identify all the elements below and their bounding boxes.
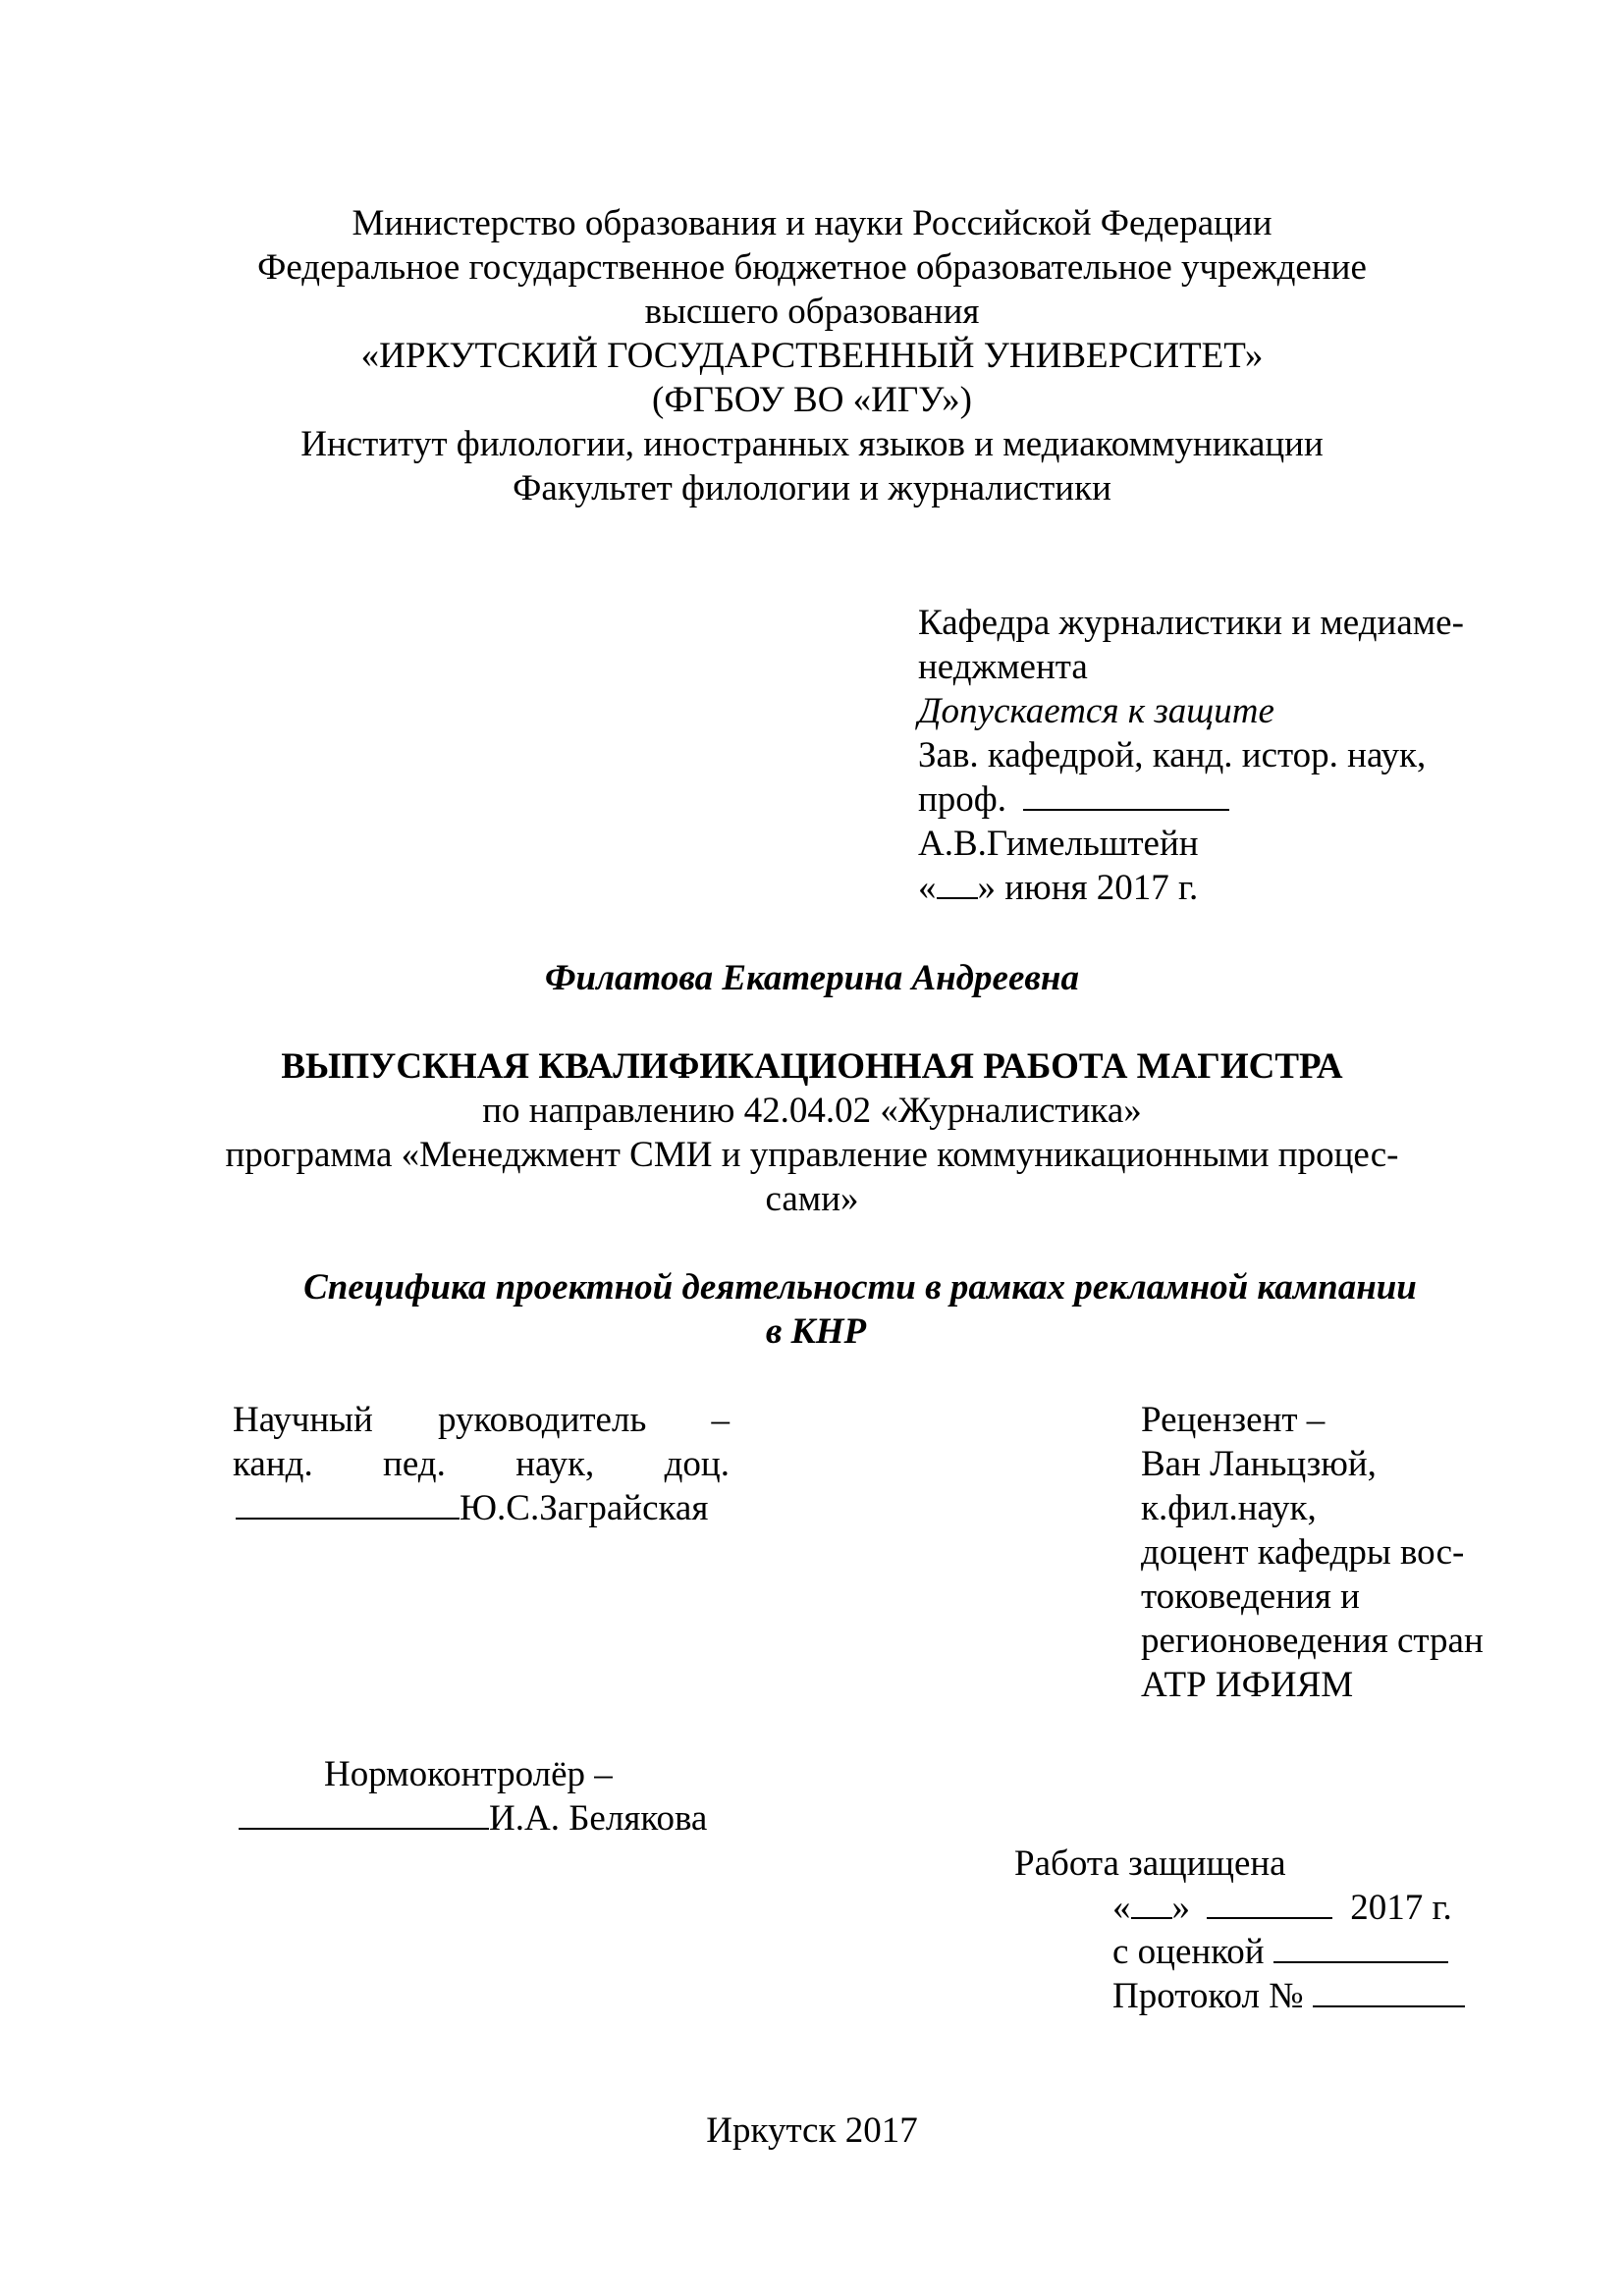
work-title-line-2: в КНР xyxy=(765,1311,867,1352)
defense-grade-label: с оценкой xyxy=(1112,1932,1265,1972)
approval-month-year: » июня 2017 г. xyxy=(977,868,1199,908)
reviewer-name: Ван Ланьцзюй, xyxy=(1141,1444,1377,1484)
defense-month-blank xyxy=(1207,1888,1332,1919)
faculty-line: Факультет филологии и журналистики xyxy=(513,468,1111,508)
supervisor-word-1: Научный xyxy=(233,1400,373,1440)
normcontrol-name: И.А. Белякова xyxy=(489,1798,708,1839)
supervisor-dash: – xyxy=(711,1400,730,1440)
work-program-line-2: сами» xyxy=(765,1179,859,1219)
reviewer-degree: к.фил.наук, xyxy=(1141,1488,1317,1528)
head-signature-blank xyxy=(1023,779,1229,811)
date-open-quote: « xyxy=(918,868,937,908)
supervisor-degree-word-1: канд. xyxy=(233,1444,313,1484)
work-type: ВЫПУСКНАЯ КВАЛИФИКАЦИОННАЯ РАБОТА МАГИСТРА xyxy=(281,1046,1343,1087)
city-year: Иркутск 2017 xyxy=(706,2110,918,2151)
institution-type-line: Федеральное государственное бюджетное образовательное учреждение xyxy=(257,247,1367,288)
defense-date-line xyxy=(1112,1886,1452,1930)
university-name-line: «ИРКУТСКИЙ ГОСУДАРСТВЕННЫЙ УНИВЕРСИТЕТ» xyxy=(360,336,1264,376)
reviewer-position-line-3: регионоведения стран xyxy=(1141,1621,1484,1661)
reviewer-label: Рецензент – xyxy=(1141,1400,1326,1440)
department-head-name: А.В.Гимельштейн xyxy=(918,824,1199,864)
author-name: Филатова Екатерина Андреевна xyxy=(545,958,1079,998)
work-program-line-1: программа «Менеджмент СМИ и управление коммуникационными процес- xyxy=(225,1135,1399,1175)
reviewer-position-line-4: АТР ИФИЯМ xyxy=(1141,1665,1354,1705)
reviewer-position-line-2: токоведения и xyxy=(1141,1576,1360,1617)
reviewer-position-line-1: доцент кафедры вос- xyxy=(1141,1532,1465,1573)
head-title-text: проф. xyxy=(918,779,1007,820)
education-level-line: высшего образования xyxy=(644,292,980,332)
defense-year: 2017 г. xyxy=(1350,1888,1452,1928)
department-head-title xyxy=(918,777,1229,822)
supervisor-degree-word-4: доц. xyxy=(664,1444,730,1484)
department-line-1: Кафедра журналистики и медиаме- xyxy=(918,603,1464,643)
defense-protocol-blank xyxy=(1313,1976,1465,2007)
defense-grade-blank xyxy=(1273,1932,1448,1963)
supervisor-signature-blank xyxy=(236,1488,460,1520)
defense-protocol-line xyxy=(1112,1974,1465,2018)
admitted-to-defense: Допускается к защите xyxy=(918,691,1274,731)
defense-protocol-label: Протокол № xyxy=(1112,1976,1304,2016)
approval-date-line xyxy=(918,866,1198,910)
supervisor-word-2: руководитель xyxy=(438,1400,647,1440)
department-line-2: неджмента xyxy=(918,647,1088,687)
approval-day-blank xyxy=(937,868,978,899)
defense-label: Работа защищена xyxy=(1014,1843,1286,1884)
defense-grade-line xyxy=(1112,1930,1448,1974)
supervisor-role-line xyxy=(233,1398,730,1442)
supervisor-name: Ю.С.Заграйская xyxy=(460,1488,709,1528)
normcontrol-label: Нормоконтролёр – xyxy=(324,1754,613,1794)
institute-line: Институт филологии, иностранных языков и медиакоммуникации xyxy=(300,424,1324,464)
normcontrol-signature-blank xyxy=(239,1798,489,1830)
work-title-line-1: Специфика проектной деятельности в рамках рекламной кампании xyxy=(303,1267,1417,1308)
supervisor-degree-word-3: наук, xyxy=(515,1444,595,1484)
work-direction: по направлению 42.04.02 «Журналистика» xyxy=(482,1091,1142,1131)
normcontrol-signature-line xyxy=(239,1796,707,1841)
defense-date-open-quote: « xyxy=(1112,1888,1131,1928)
defense-date-close-quote: » xyxy=(1171,1888,1190,1928)
ministry-line: Министерство образования и науки Российской Федерации xyxy=(352,203,1272,243)
supervisor-degree-word-2: пед. xyxy=(383,1444,446,1484)
defense-day-blank xyxy=(1131,1888,1172,1919)
department-head-degree: Зав. кафедрой, канд. истор. наук, xyxy=(918,735,1427,775)
university-abbr-line: (ФГБОУ ВО «ИГУ») xyxy=(652,380,972,420)
supervisor-degree-line xyxy=(233,1442,730,1486)
supervisor-signature-line xyxy=(236,1486,708,1530)
